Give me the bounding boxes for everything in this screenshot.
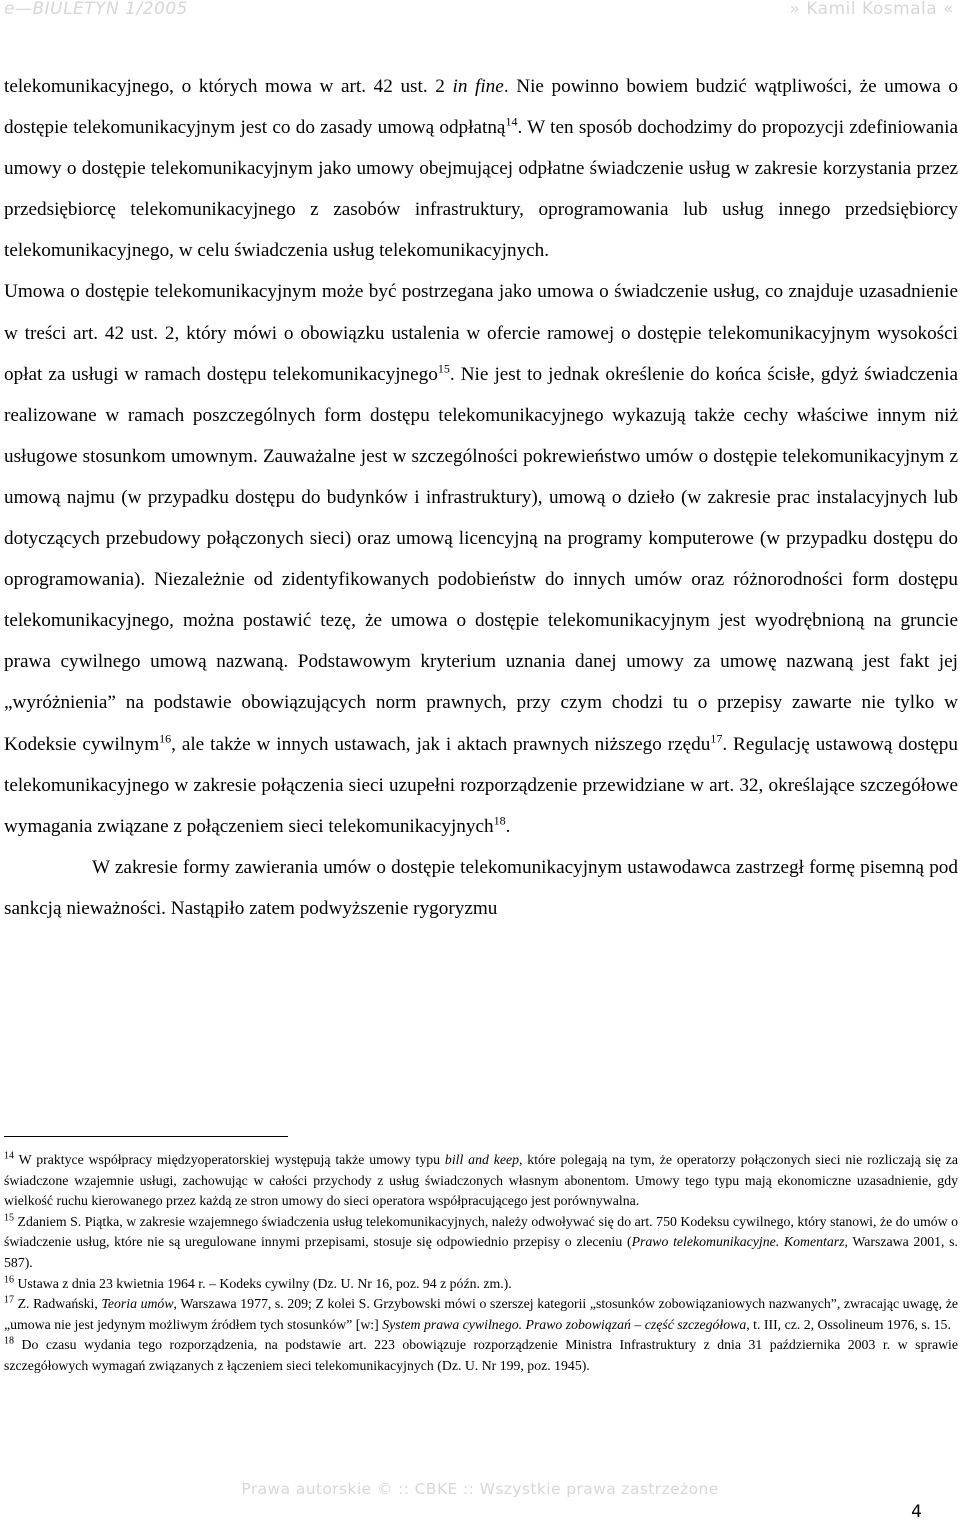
footnote-text: , Warszawa 2001, s. 587). [4, 1234, 958, 1270]
footnote-15 [4, 1212, 958, 1274]
footnote-text: Z. Radwański, [14, 1296, 102, 1312]
footnote-text: Zdaniem S. Piątka, w zakresie wzajemnego świadczenia usług telekomunikacyjnych, należy odwoływać się do art. 750 Kodeksu cywilnego, który stanowi, że do umów o świadczenie usług, które nie są uregulowane innymi przepisami, stosuje się odpowiednio przepisy o zleceniu ( [4, 1213, 958, 1250]
footnote-emphasis: Teoria umów [101, 1296, 174, 1312]
footnote-number: 16 [4, 1273, 14, 1285]
p1-text-a: telekomunikacyjnego, o których mowa w art. 42 ust. 2 [4, 76, 453, 97]
p1-emphasis: in fine [452, 76, 504, 97]
footnote-ref-15[interactable]: 15 [437, 361, 450, 376]
copyright-footer: Prawa autorskie © :: CBKE :: Wszystkie prawa zastrzeżone [241, 1480, 719, 1498]
p1-text-c: . W ten sposób dochodzimy do propozycji zdefiniowania umowy o dostępie telekomunikacyjnym jako umowy obejmującej odpłatne świadczenie usług w zakresie korzystania przez przedsiębiorcę telekomunikacyjnego z zasobów infrastruktury, oprogramowania lub usług innego przedsiębiorcy telekomunikacyjnego, w celu świadczenia usług telekomunikacyjnych. [4, 117, 958, 262]
paragraph-2 [4, 271, 958, 846]
page-header [0, 0, 960, 24]
footnote-18 [4, 1335, 958, 1376]
footnote-emphasis: System prawa cywilnego. Prawo zobowiązań – część szczegółowa [382, 1316, 747, 1332]
footnote-ref-16[interactable]: 16 [159, 731, 172, 746]
footnote-text: W praktyce współpracy międzyoperatorskiej występują także umowy typu [14, 1152, 445, 1167]
footnote-text: , Warszawa 1977, s. 209; Z kolei S. Grzybowski mówi o szerszej kategorii „stosunków zobowiązaniowych nazwanych”, zwracając uwagę, że „umowa nie jest jedynym możliwym źródłem tych stosunków” [w:] [4, 1296, 958, 1332]
paragraph-1 [4, 66, 958, 271]
footnote-text: , t. III, cz. 2, Ossolineum 1976, s. 15. [746, 1316, 951, 1332]
footnotes [4, 1150, 958, 1377]
p2-text-a: Umowa o dostępie telekomunikacyjnym może być postrzegana jako umowa o świadczenie usług, co znajduje uzasadnienie w treści art. 42 ust. 2, który mówi o obowiązku ustalenia w ofercie ramowej o dostępie telekomunikacyjnym wysokości opłat za usługi w ramach dostępu telekomunikacyjnego [4, 281, 958, 385]
footnote-14 [4, 1150, 958, 1212]
footnote-16 [4, 1274, 958, 1295]
author-name: » Kamil Kosmala « [789, 0, 954, 19]
main-text [4, 66, 958, 929]
footnote-emphasis: Prawo telekomunikacyjne. Komentarz [631, 1234, 845, 1250]
paragraph-3: W zakresie formy zawierania umów o dostępie telekomunikacyjnym ustawodawca zastrzegł formę pisemną pod sankcją nieważności. Nastąpiło zatem podwyższenie rygoryzmu [4, 856, 958, 919]
page-number: 4 [911, 1502, 922, 1522]
footnote-ref-14[interactable]: 14 [505, 114, 518, 129]
p2-text-e: . [505, 815, 511, 837]
footnote-number: 17 [4, 1294, 14, 1306]
footnote-ref-18[interactable]: 18 [493, 813, 506, 828]
p2-text-d: . Regulację ustawową dostępu telekomunikacyjnego w zakresie połączenia sieci uzupełni rozporządzenie przewidziane w art. 32, określające szczegółowe wymagania związane z połączeniem sieci telekomunikacyjnych [4, 733, 958, 837]
footnote-text: Do czasu wydania tego rozporządzenia, na podstawie art. 223 obowiązuje rozporządzenie Ministra Infrastruktury z dnia 31 października 2003 r. w sprawie szczegółowych wymagań związanych z łączeniem sieci telekomunikacyjnych (Dz. U. Nr 199, poz. 1945). [4, 1337, 958, 1373]
p2-text-c: , ale także w innych ustawach, jak i aktach prawnych niższego rzędu [171, 733, 711, 755]
p2-text-b: . Nie jest to jednak określenie do końca ścisłe, gdyż świadczenia realizowane w ramach poszczególnych form dostępu telekomunikacyjnego wykazują także cechy właściwe innym niż usługowe stosunkom umownym. Zauważalne jest w szczególności pokrewieństwo umów o dostępie telekomunikacyjnym z umową najmu (w przypadku dostępu do budynków i infrastruktury), umową o dzieło (w zakresie prac instalacyjnych lub dotyczących przebudowy połączonych sieci) oraz umową licencyjną na programy komputerowe (w przypadku dostępu do oprogramowania). Niezależnie od zidentyfikowanych podobieństw do innych umów oraz różnorodności form dostępu telekomunikacyjnego, można postawić tezę, że umowa o dostępie telekomunikacyjnym jest wyodrębnioną na gruncie prawa cywilnego umową nazwaną. Podstawowym kryterium uznania danej umowy za umowę nazwaną jest fakt jej „wyróżnienia” na podstawie obowiązujących norm prawnych, przy czym chodzi tu o przepisy zawarte nie tylko w Kodeksie cywilnym [4, 363, 958, 755]
footnote-number: 18 [4, 1335, 14, 1347]
footnote-17 [4, 1294, 958, 1335]
bulletin-title: e—BIULETYN 1/2005 [4, 0, 188, 19]
footnote-emphasis: bill and keep [444, 1152, 519, 1167]
footnote-number: 15 [4, 1212, 14, 1224]
footnote-ref-17[interactable]: 17 [710, 731, 723, 746]
p1-text-b: . Nie powinno bowiem budzić wątpliwości, że umowa o dostępie telekomunikacyjnym jest co do zasady umową odpłatną [4, 76, 958, 139]
footnote-text: , które polegają na tym, że operatorzy połączonych sieci nie rozliczają się za świadczone wzajemnie usługi, zachowując w całości przychody z usług świadczonych własnym abonentom. Umowy tego typu mają ekonomiczne uzasadnienie, gdy wielkość ruchu kierowanego przez każdą ze stron umowy do sieci operatora współpracującego jest porównywalna. [4, 1152, 958, 1209]
footnote-number: 14 [4, 1150, 14, 1162]
footnote-separator [4, 1136, 288, 1137]
footnote-text: Ustawa z dnia 23 kwietnia 1964 r. – Kodeks cywilny (Dz. U. Nr 16, poz. 94 z późn. zm.). [14, 1275, 512, 1291]
